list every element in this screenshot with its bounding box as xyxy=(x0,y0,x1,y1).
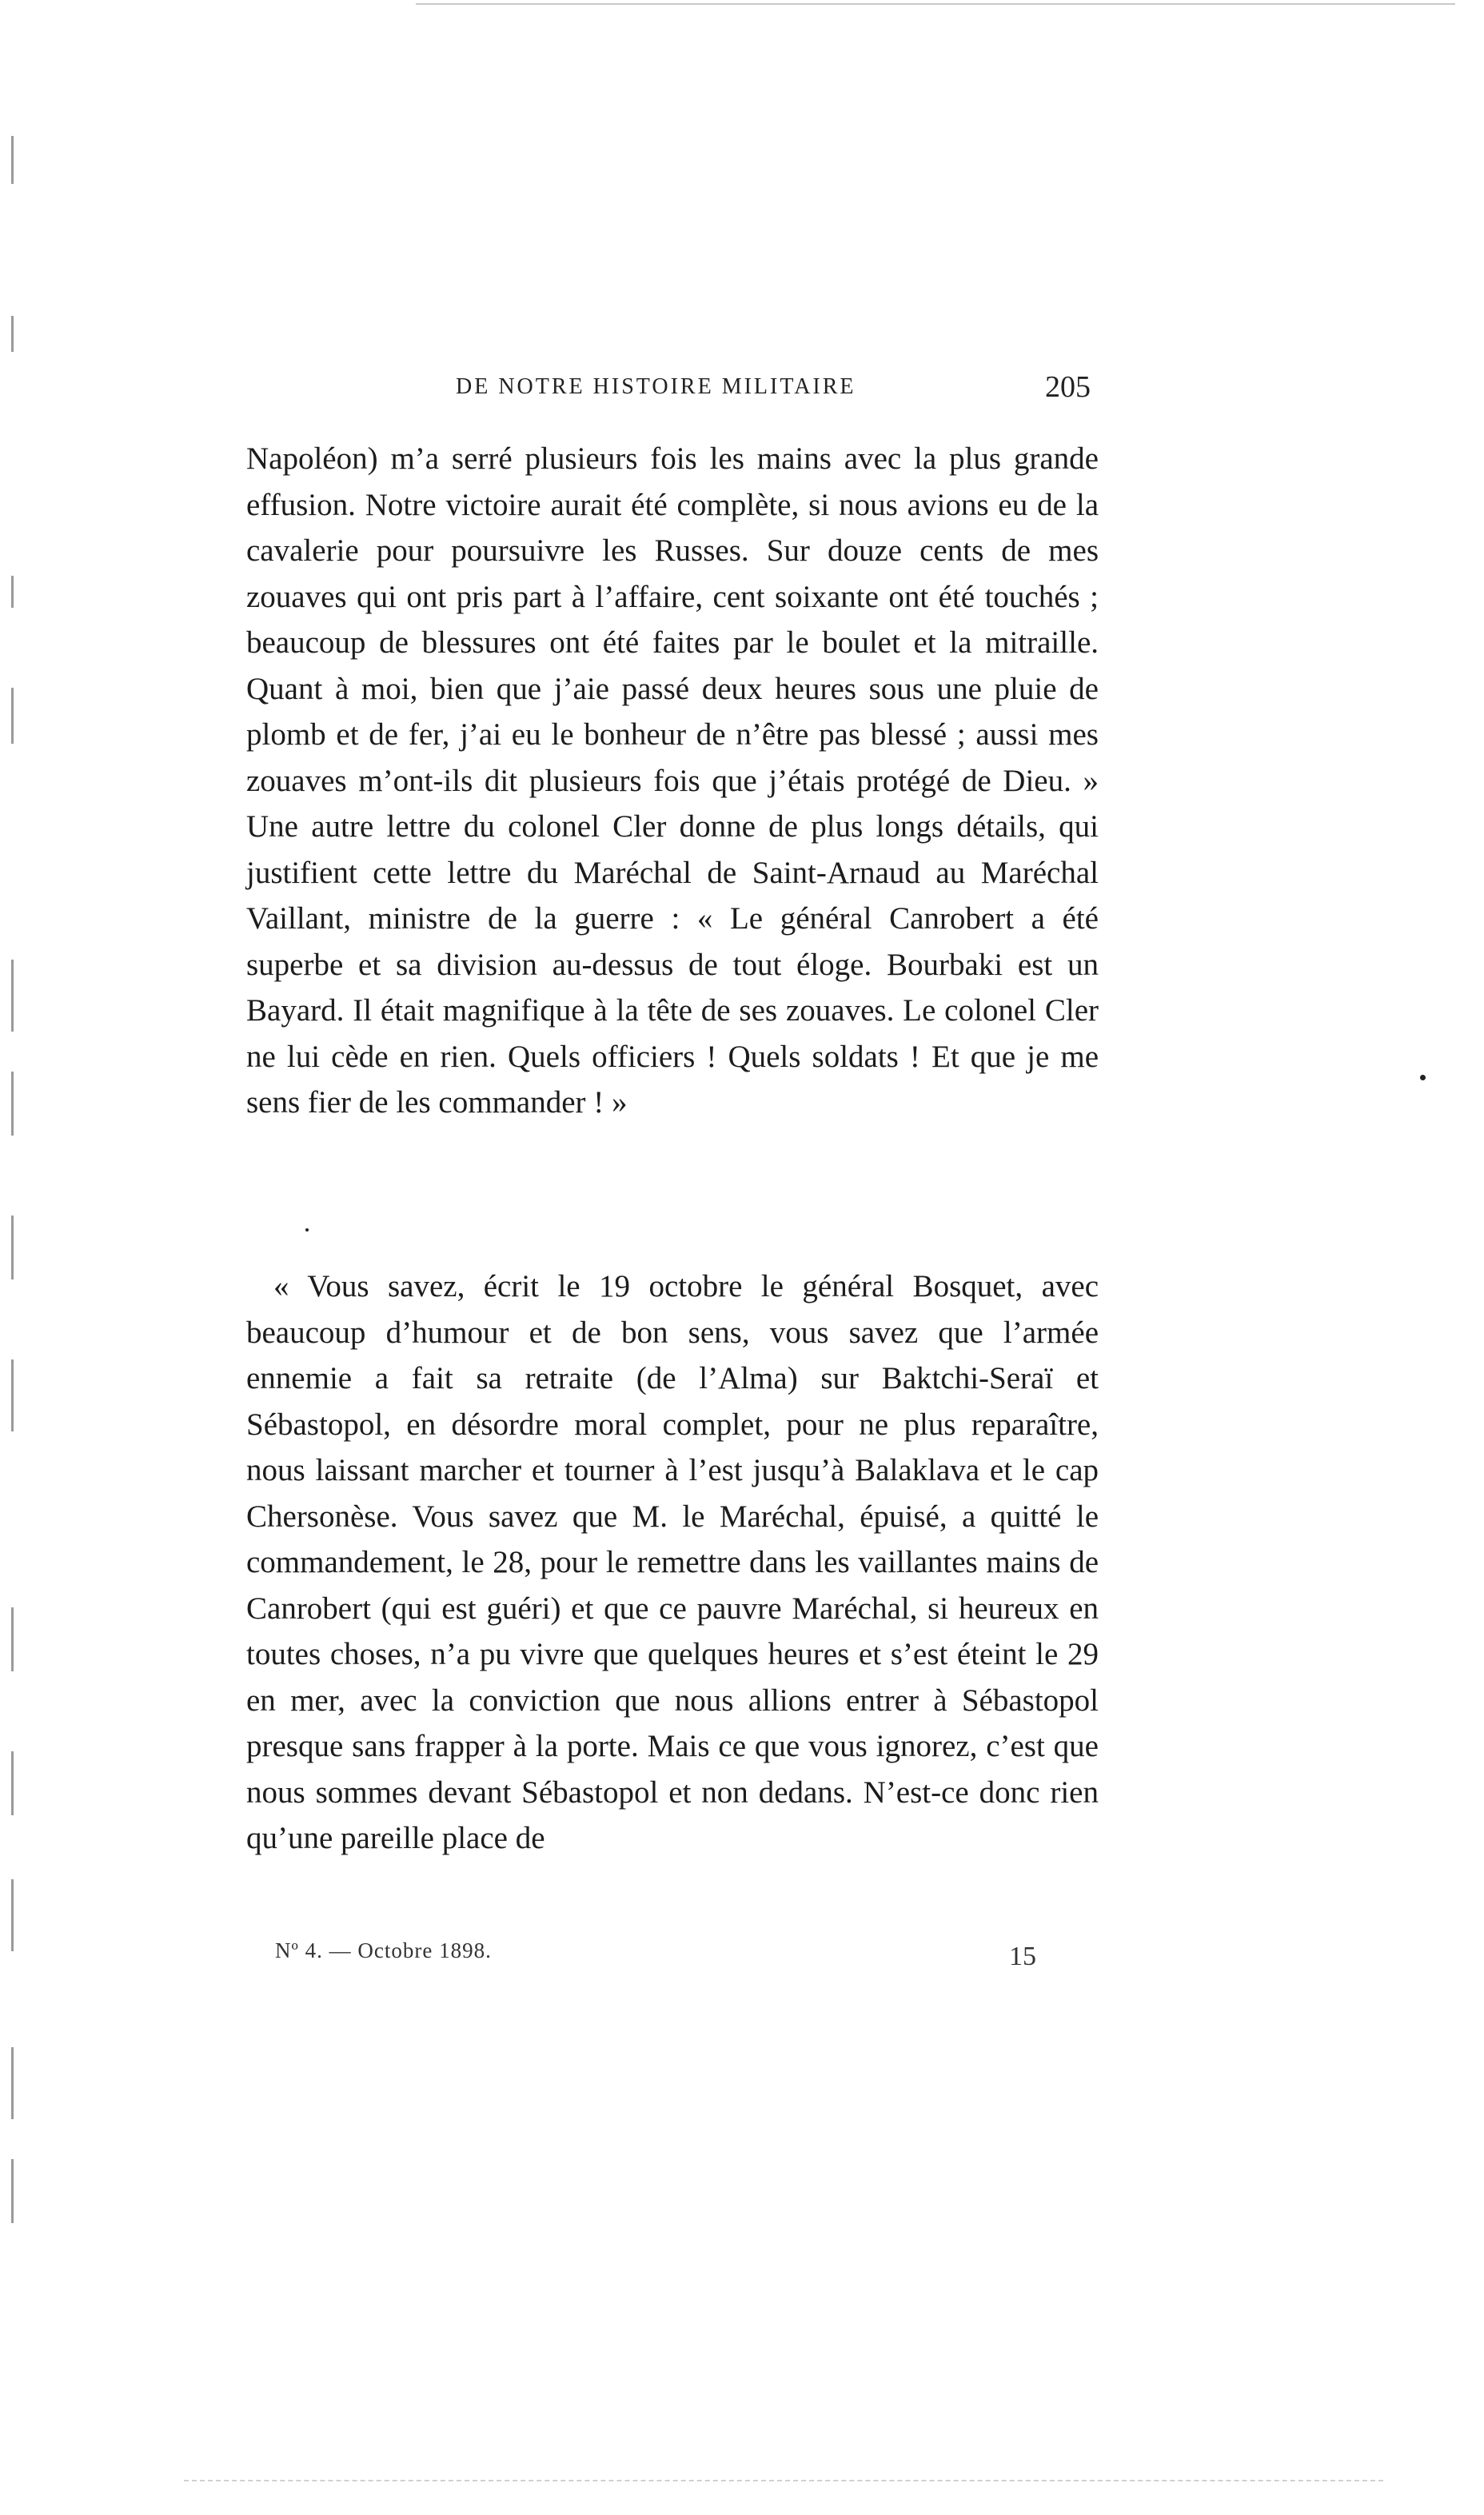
margin-mark xyxy=(11,576,14,608)
margin-mark xyxy=(11,2047,14,2119)
paragraph: « Vous savez, écrit le 19 octobre le général Bosquet, avec beaucoup d’humour et de bon sens, vous savez que l’armée ennemie a fait sa retraite (de l’Alma) sur Baktchi-Seraï et Sébastopol, en désordre moral complet, pour ne plus reparaître, nous laissant marcher et tourner à l’est jusqu’à Balaklava et le cap Chersonèse. Vous savez que M. le Maréchal, épuisé, a quitté le commandement, le 28, pour le remettre dans les vaillantes mains de Canrobert (qui est guéri) et que ce pauvre Maréchal, si heureux en toutes choses, n’a pu vivre que quelques heures et s’est éteint le 29 en mer, avec la conviction que nous allions entrer à Sébastopol presque sans frapper à la porte. Mais ce que vous ignorez, c’est que nous sommes devant Sébastopol et non dedans. N’est-ce donc rien qu’une pareille place de xyxy=(246,1269,1099,1855)
margin-mark xyxy=(11,136,14,184)
page-number: 205 xyxy=(1045,370,1091,404)
margin-mark xyxy=(11,1607,14,1671)
margin-mark xyxy=(11,316,14,352)
margin-mark xyxy=(11,1359,14,1431)
margin-mark xyxy=(11,960,14,1032)
margin-mark xyxy=(11,1751,14,1815)
scan-margin-marks xyxy=(0,0,24,2515)
margin-mark xyxy=(11,688,14,744)
scan-speck xyxy=(305,1228,309,1232)
printer-signature: Nº 4. — Octobre 1898. xyxy=(275,1938,492,1962)
scan-top-rule xyxy=(416,3,1455,5)
margin-mark xyxy=(11,2159,14,2223)
margin-mark xyxy=(11,1879,14,1951)
scan-bottom-dashes xyxy=(184,2480,1383,2483)
scan-speck xyxy=(1420,1075,1426,1080)
running-header xyxy=(249,369,1091,409)
running-title: DE NOTRE HISTOIRE MILITAIRE xyxy=(456,374,856,399)
margin-mark xyxy=(11,1072,14,1136)
margin-mark xyxy=(11,1216,14,1279)
signature-mark: 15 xyxy=(1009,1942,1036,1971)
paragraph: Napoléon) m’a serré plusieurs fois les mains avec la plus grande effusion. Notre victoire aurait été complète, si nous avions eu de la cavalerie pour poursuivre les Russes. Sur douze cents de mes zouaves qui ont pris part à l’affaire, cent soixante ont été touchés ; beaucoup de blessures ont été faites par le boulet et la mitraille. Quant à moi, bien que j’aie passé deux heures sous une pluie de plomb et de fer, j’ai eu le bonheur de n’être pas blessé ; aussi mes zouaves m’ont-ils dit plusieurs fois que j’étais protégé de Dieu. » Une autre lettre du colonel Cler donne de plus longs détails, qui justifient cette lettre du Maréchal de Saint-Arnaud au Maréchal Vaillant, ministre de la guerre : « Le général Canrobert a été superbe et sa division au-dessus de tout éloge. Bourbaki est un Bayard. Il était magnifique à la tête de ses zouaves. Le colonel Cler ne lui cède en rien. Quels officiers ! Quels soldats ! Et que je me sens fier de les commander ! » xyxy=(246,441,1099,1120)
